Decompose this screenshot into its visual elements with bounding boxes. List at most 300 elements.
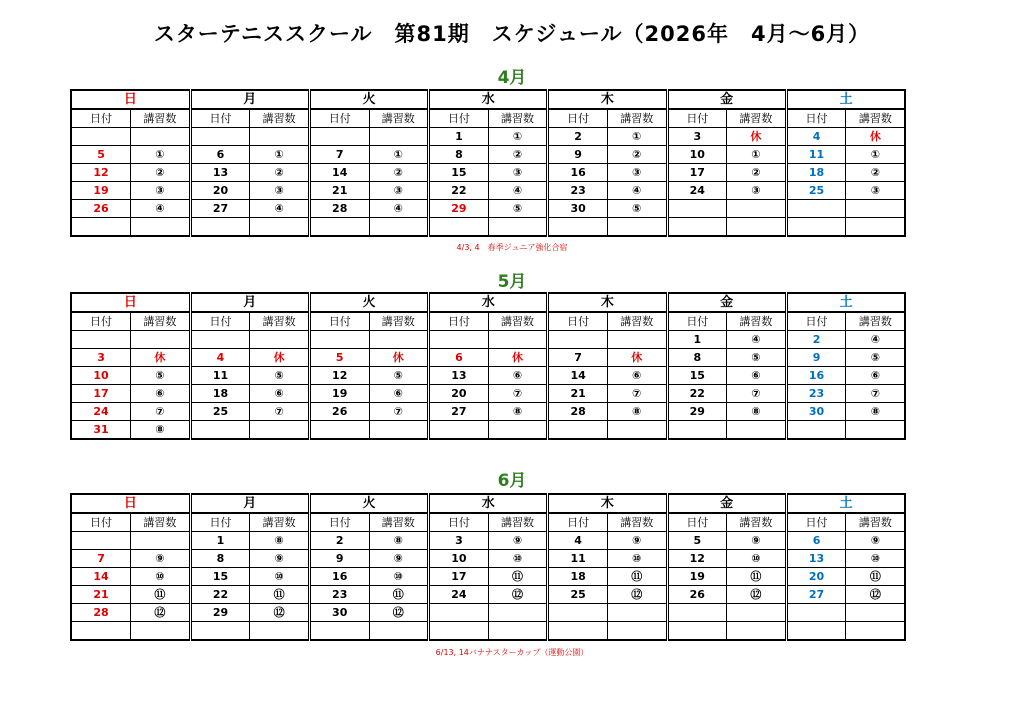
date-cell — [667, 604, 727, 622]
date-cell: 11 — [786, 146, 846, 164]
lectures-column-header: 講習数 — [250, 513, 310, 532]
lecture-count-cell: ⑦ — [488, 385, 548, 403]
lecture-count-cell: ④ — [131, 200, 191, 218]
date-cell: 3 — [71, 349, 131, 367]
date-cell — [71, 218, 131, 237]
week-row — [71, 218, 905, 237]
lecture-count-cell: ④ — [846, 331, 906, 349]
date-cell — [429, 218, 489, 237]
lecture-count-cell: ⑤ — [727, 349, 787, 367]
weekday-header: 金 — [667, 494, 786, 513]
lecture-count-cell: ① — [727, 146, 787, 164]
lecture-count-cell: ⑫ — [250, 604, 310, 622]
date-cell: 4 — [786, 128, 846, 146]
lecture-count-cell: ⑨ — [250, 550, 310, 568]
lecture-count-cell: ② — [131, 164, 191, 182]
date-cell: 19 — [667, 568, 727, 586]
lecture-count-cell: ⑫ — [727, 586, 787, 604]
date-cell: 6 — [190, 146, 250, 164]
lecture-count-cell — [250, 622, 310, 641]
week-row — [71, 164, 905, 182]
date-cell: 18 — [548, 568, 608, 586]
date-cell: 17 — [667, 164, 727, 182]
date-column-header: 日付 — [190, 312, 250, 331]
date-cell — [190, 331, 250, 349]
lecture-count-cell: ⑪ — [250, 586, 310, 604]
lecture-count-cell: ④ — [727, 331, 787, 349]
lecture-count-cell: ② — [607, 146, 667, 164]
date-column-header: 日付 — [548, 109, 608, 128]
lecture-count-cell: 休 — [488, 349, 548, 367]
lecture-count-cell: 休 — [369, 349, 429, 367]
date-cell: 15 — [429, 164, 489, 182]
lecture-count-cell: ① — [846, 146, 906, 164]
date-cell: 29 — [429, 200, 489, 218]
lecture-count-cell — [607, 218, 667, 237]
date-cell: 23 — [786, 385, 846, 403]
lecture-count-cell — [727, 604, 787, 622]
lecture-count-cell: ⑩ — [250, 568, 310, 586]
date-cell: 26 — [71, 200, 131, 218]
date-cell: 16 — [786, 367, 846, 385]
date-cell — [190, 218, 250, 237]
date-cell: 28 — [548, 403, 608, 421]
week-row — [71, 200, 905, 218]
date-cell: 16 — [309, 568, 369, 586]
date-cell: 18 — [786, 164, 846, 182]
lecture-count-cell: ① — [607, 128, 667, 146]
date-cell: 13 — [786, 550, 846, 568]
date-cell: 5 — [71, 146, 131, 164]
lecture-count-cell — [488, 421, 548, 440]
date-cell — [429, 421, 489, 440]
date-cell: 29 — [667, 403, 727, 421]
date-cell: 19 — [309, 385, 369, 403]
lecture-count-cell: 休 — [131, 349, 191, 367]
date-cell: 3 — [429, 532, 489, 550]
date-cell — [71, 128, 131, 146]
lectures-column-header: 講習数 — [727, 312, 787, 331]
date-cell: 25 — [190, 403, 250, 421]
lecture-count-cell: ④ — [250, 200, 310, 218]
lecture-count-cell — [607, 331, 667, 349]
lecture-count-cell — [131, 331, 191, 349]
date-cell: 21 — [548, 385, 608, 403]
lecture-count-cell — [369, 128, 429, 146]
date-cell: 13 — [429, 367, 489, 385]
lecture-count-cell: ⑧ — [250, 532, 310, 550]
lectures-column-header: 講習数 — [369, 312, 429, 331]
date-cell — [190, 128, 250, 146]
lecture-count-cell: ⑥ — [727, 367, 787, 385]
date-cell: 14 — [309, 164, 369, 182]
date-cell: 4 — [190, 349, 250, 367]
week-row — [71, 128, 905, 146]
date-cell: 19 — [71, 182, 131, 200]
lecture-count-cell — [488, 331, 548, 349]
lecture-count-cell — [846, 604, 906, 622]
lecture-count-cell: ⑫ — [846, 586, 906, 604]
lecture-count-cell: ⑨ — [131, 550, 191, 568]
lecture-count-cell — [250, 331, 310, 349]
date-cell: 23 — [309, 586, 369, 604]
lecture-count-cell: ⑪ — [488, 568, 548, 586]
lecture-count-cell: ④ — [369, 200, 429, 218]
date-cell: 24 — [429, 586, 489, 604]
date-cell: 2 — [309, 532, 369, 550]
lecture-count-cell — [488, 218, 548, 237]
lecture-count-cell: ① — [250, 146, 310, 164]
date-cell: 12 — [667, 550, 727, 568]
lecture-count-cell — [250, 218, 310, 237]
weekday-header: 月 — [190, 293, 309, 312]
date-column-header: 日付 — [667, 513, 727, 532]
weekday-header: 水 — [429, 293, 548, 312]
week-row — [71, 532, 905, 550]
lecture-count-cell: ⑥ — [846, 367, 906, 385]
lecture-count-cell — [369, 421, 429, 440]
date-cell: 3 — [667, 128, 727, 146]
weekday-header: 水 — [429, 494, 548, 513]
lecture-count-cell — [727, 200, 787, 218]
week-row — [71, 421, 905, 440]
lecture-count-cell: ① — [131, 146, 191, 164]
date-cell — [71, 622, 131, 641]
lectures-column-header: 講習数 — [607, 109, 667, 128]
date-cell — [309, 218, 369, 237]
date-cell: 27 — [190, 200, 250, 218]
date-cell: 6 — [429, 349, 489, 367]
date-cell: 17 — [429, 568, 489, 586]
date-column-header: 日付 — [667, 312, 727, 331]
lecture-count-cell: ⑩ — [727, 550, 787, 568]
date-cell — [548, 421, 608, 440]
month-note: 6/13, 14バナナスターカップ（運動公園） — [435, 648, 589, 657]
date-cell: 10 — [71, 367, 131, 385]
lecture-count-cell — [369, 218, 429, 237]
date-cell — [786, 200, 846, 218]
lecture-count-cell: ⑧ — [846, 403, 906, 421]
date-cell: 11 — [190, 367, 250, 385]
lecture-count-cell: ⑧ — [607, 403, 667, 421]
lecture-count-cell — [846, 218, 906, 237]
lecture-count-cell: ⑫ — [607, 586, 667, 604]
date-cell: 27 — [786, 586, 846, 604]
date-cell — [190, 421, 250, 440]
date-cell: 25 — [548, 586, 608, 604]
month-note: 4/3, 4 春季ジュニア強化合宿 — [456, 243, 568, 252]
date-cell: 12 — [309, 367, 369, 385]
date-column-header: 日付 — [786, 109, 846, 128]
lecture-count-cell — [846, 421, 906, 440]
week-row — [71, 349, 905, 367]
date-cell — [786, 622, 846, 641]
date-cell — [309, 421, 369, 440]
date-cell: 20 — [786, 568, 846, 586]
date-cell: 21 — [309, 182, 369, 200]
date-cell: 31 — [71, 421, 131, 440]
date-cell: 1 — [190, 532, 250, 550]
lecture-count-cell: ③ — [250, 182, 310, 200]
lectures-column-header: 講習数 — [488, 312, 548, 331]
date-cell: 24 — [71, 403, 131, 421]
lecture-count-cell: ② — [846, 164, 906, 182]
lecture-count-cell: ⑨ — [727, 532, 787, 550]
lecture-count-cell: ⑦ — [607, 385, 667, 403]
date-cell — [71, 331, 131, 349]
month-label: 4月 — [497, 68, 527, 88]
date-cell: 7 — [71, 550, 131, 568]
date-column-header: 日付 — [71, 312, 131, 331]
lecture-count-cell — [488, 622, 548, 641]
lecture-count-cell: ⑥ — [488, 367, 548, 385]
lectures-column-header: 講習数 — [727, 109, 787, 128]
date-cell: 30 — [548, 200, 608, 218]
weekday-header: 水 — [429, 90, 548, 109]
weekday-header: 木 — [548, 293, 667, 312]
date-cell: 10 — [667, 146, 727, 164]
week-row — [71, 586, 905, 604]
lecture-count-cell: 休 — [607, 349, 667, 367]
lectures-column-header: 講習数 — [488, 513, 548, 532]
date-column-header: 日付 — [429, 312, 489, 331]
lecture-count-cell — [607, 421, 667, 440]
lectures-column-header: 講習数 — [846, 513, 906, 532]
date-cell: 8 — [190, 550, 250, 568]
lecture-count-cell: ② — [488, 146, 548, 164]
date-cell: 15 — [667, 367, 727, 385]
date-cell — [667, 200, 727, 218]
week-row — [71, 568, 905, 586]
lecture-count-cell — [727, 421, 787, 440]
lecture-count-cell: ⑥ — [369, 385, 429, 403]
date-cell — [548, 604, 608, 622]
date-cell: 8 — [429, 146, 489, 164]
lecture-count-cell — [846, 200, 906, 218]
lectures-column-header: 講習数 — [369, 109, 429, 128]
date-cell: 7 — [548, 349, 608, 367]
weekday-header: 日 — [71, 494, 190, 513]
lectures-column-header: 講習数 — [607, 312, 667, 331]
date-cell: 22 — [429, 182, 489, 200]
date-cell — [429, 622, 489, 641]
date-cell: 30 — [309, 604, 369, 622]
date-column-header: 日付 — [71, 109, 131, 128]
lecture-count-cell: ⑤ — [369, 367, 429, 385]
date-cell: 20 — [429, 385, 489, 403]
date-cell — [548, 331, 608, 349]
lecture-count-cell: ⑪ — [369, 586, 429, 604]
lecture-count-cell: ⑧ — [488, 403, 548, 421]
date-cell: 24 — [667, 182, 727, 200]
date-cell: 10 — [429, 550, 489, 568]
lecture-count-cell: ⑪ — [727, 568, 787, 586]
week-row — [71, 367, 905, 385]
weekday-header: 木 — [548, 90, 667, 109]
lecture-count-cell: 休 — [846, 128, 906, 146]
weekday-header: 月 — [190, 90, 309, 109]
weekday-header: 日 — [71, 90, 190, 109]
week-row — [71, 331, 905, 349]
date-column-header: 日付 — [786, 513, 846, 532]
lectures-column-header: 講習数 — [727, 513, 787, 532]
lecture-count-cell: ⑦ — [846, 385, 906, 403]
date-cell: 22 — [190, 586, 250, 604]
date-cell: 28 — [71, 604, 131, 622]
date-cell: 9 — [548, 146, 608, 164]
lecture-count-cell: ③ — [727, 182, 787, 200]
date-cell: 12 — [71, 164, 131, 182]
weekday-header: 火 — [309, 293, 428, 312]
lecture-count-cell: ① — [488, 128, 548, 146]
lecture-count-cell — [131, 622, 191, 641]
lecture-count-cell — [488, 604, 548, 622]
weekday-header: 日 — [71, 293, 190, 312]
lecture-count-cell: ⑩ — [846, 550, 906, 568]
month-label: 6月 — [497, 471, 527, 491]
lecture-count-cell: ⑪ — [607, 568, 667, 586]
lecture-count-cell: ① — [369, 146, 429, 164]
weekday-header: 土 — [786, 90, 905, 109]
lecture-count-cell: ③ — [369, 182, 429, 200]
week-row — [71, 385, 905, 403]
lecture-count-cell: ⑧ — [369, 532, 429, 550]
date-column-header: 日付 — [429, 109, 489, 128]
lecture-count-cell: ⑤ — [607, 200, 667, 218]
lecture-count-cell: ③ — [131, 182, 191, 200]
lecture-count-cell: ③ — [488, 164, 548, 182]
date-cell: 22 — [667, 385, 727, 403]
lecture-count-cell: ⑫ — [131, 604, 191, 622]
date-cell: 27 — [429, 403, 489, 421]
date-cell: 14 — [548, 367, 608, 385]
lectures-column-header: 講習数 — [131, 109, 191, 128]
lecture-count-cell: ② — [250, 164, 310, 182]
date-cell: 5 — [667, 532, 727, 550]
lecture-count-cell: ⑧ — [727, 403, 787, 421]
lecture-count-cell — [607, 604, 667, 622]
date-cell — [548, 218, 608, 237]
lectures-column-header: 講習数 — [250, 109, 310, 128]
lecture-count-cell: ⑪ — [131, 586, 191, 604]
lecture-count-cell — [607, 622, 667, 641]
weekday-header: 火 — [309, 90, 428, 109]
lecture-count-cell: ⑥ — [250, 385, 310, 403]
lecture-count-cell: ⑤ — [488, 200, 548, 218]
week-row — [71, 182, 905, 200]
month-calendar-table — [70, 292, 906, 440]
lecture-count-cell: ⑨ — [607, 532, 667, 550]
lectures-column-header: 講習数 — [131, 312, 191, 331]
date-cell: 25 — [786, 182, 846, 200]
lectures-column-header: 講習数 — [846, 109, 906, 128]
lecture-count-cell: ⑨ — [369, 550, 429, 568]
lecture-count-cell: 休 — [250, 349, 310, 367]
date-cell: 26 — [667, 586, 727, 604]
date-cell: 8 — [667, 349, 727, 367]
lecture-count-cell: ⑦ — [727, 385, 787, 403]
lecture-count-cell: ④ — [488, 182, 548, 200]
date-cell: 20 — [190, 182, 250, 200]
month-calendar-table — [70, 493, 906, 641]
lecture-count-cell — [369, 622, 429, 641]
lecture-count-cell: ⑩ — [488, 550, 548, 568]
weekday-header: 金 — [667, 293, 786, 312]
lecture-count-cell: ⑧ — [131, 421, 191, 440]
date-cell — [429, 604, 489, 622]
lecture-count-cell — [727, 218, 787, 237]
date-cell: 9 — [786, 349, 846, 367]
date-column-header: 日付 — [309, 513, 369, 532]
lecture-count-cell: ⑨ — [488, 532, 548, 550]
date-cell: 2 — [786, 331, 846, 349]
lecture-count-cell — [727, 622, 787, 641]
lecture-count-cell: ⑫ — [488, 586, 548, 604]
date-column-header: 日付 — [190, 513, 250, 532]
date-column-header: 日付 — [786, 312, 846, 331]
lecture-count-cell: ② — [727, 164, 787, 182]
date-column-header: 日付 — [71, 513, 131, 532]
lecture-count-cell: ⑦ — [369, 403, 429, 421]
date-column-header: 日付 — [429, 513, 489, 532]
lecture-count-cell: 休 — [727, 128, 787, 146]
lecture-count-cell: ⑩ — [131, 568, 191, 586]
date-cell: 5 — [309, 349, 369, 367]
date-cell — [667, 218, 727, 237]
date-column-header: 日付 — [309, 109, 369, 128]
lecture-count-cell: ⑩ — [607, 550, 667, 568]
lecture-count-cell — [846, 622, 906, 641]
date-cell: 2 — [548, 128, 608, 146]
lecture-count-cell: ⑥ — [607, 367, 667, 385]
date-cell: 28 — [309, 200, 369, 218]
lecture-count-cell: ⑤ — [250, 367, 310, 385]
lecture-count-cell: ⑪ — [846, 568, 906, 586]
lecture-count-cell: ② — [369, 164, 429, 182]
date-cell: 30 — [786, 403, 846, 421]
week-row — [71, 604, 905, 622]
lecture-count-cell: ⑨ — [846, 532, 906, 550]
date-cell — [667, 622, 727, 641]
date-cell: 17 — [71, 385, 131, 403]
date-cell — [429, 331, 489, 349]
lecture-count-cell: ⑥ — [131, 385, 191, 403]
date-column-header: 日付 — [190, 109, 250, 128]
lecture-count-cell: ⑤ — [846, 349, 906, 367]
date-cell: 7 — [309, 146, 369, 164]
date-cell: 1 — [667, 331, 727, 349]
page-title: スターテニススクール 第81期 スケジュール（2026年 4月～6月） — [153, 22, 871, 46]
lectures-column-header: 講習数 — [607, 513, 667, 532]
lecture-count-cell: ③ — [607, 164, 667, 182]
lecture-count-cell — [131, 218, 191, 237]
date-cell: 15 — [190, 568, 250, 586]
lecture-count-cell — [369, 331, 429, 349]
lecture-count-cell: ⑤ — [131, 367, 191, 385]
weekday-header: 土 — [786, 494, 905, 513]
date-cell: 11 — [548, 550, 608, 568]
date-cell — [786, 604, 846, 622]
date-cell — [309, 331, 369, 349]
month-calendar-table — [70, 89, 906, 237]
lecture-count-cell: ⑩ — [369, 568, 429, 586]
weekday-header: 土 — [786, 293, 905, 312]
lecture-count-cell: ⑦ — [131, 403, 191, 421]
lectures-column-header: 講習数 — [250, 312, 310, 331]
month-label: 5月 — [497, 272, 527, 292]
date-cell: 23 — [548, 182, 608, 200]
date-cell: 26 — [309, 403, 369, 421]
